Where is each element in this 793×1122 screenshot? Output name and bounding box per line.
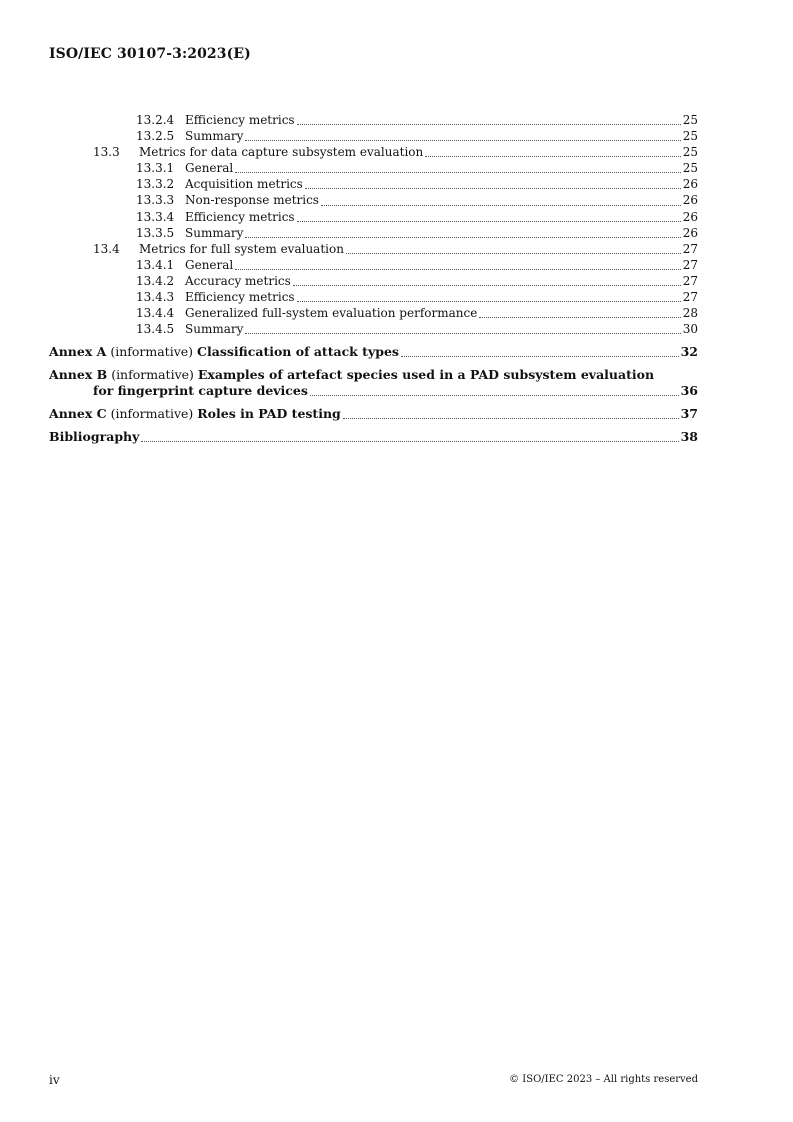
toc-entry-13-4-3[interactable]	[49, 289, 698, 305]
toc-entry-13-2-4[interactable]	[49, 112, 698, 128]
toc-entry-page: 25	[682, 129, 698, 144]
toc-entry-page: 27	[682, 241, 698, 256]
toc-entry-number: 13.4.2	[136, 273, 175, 288]
toc-entry-13-3-2[interactable]	[49, 176, 698, 192]
toc-entry-number: 13.3	[93, 145, 120, 160]
dot-leader	[346, 253, 681, 254]
toc-entry-13-4[interactable]	[49, 241, 698, 257]
toc-entry-page: 26	[682, 209, 698, 224]
annex-title: Classification of attack types	[197, 344, 399, 360]
dot-leader	[245, 140, 680, 141]
toc-annex-a[interactable]	[49, 344, 698, 360]
toc-entry-number: 13.4.3	[136, 290, 175, 305]
dot-leader	[310, 395, 679, 396]
toc-entry-label: Summary	[185, 129, 244, 144]
copyright-notice: © ISO/IEC 2023 – All rights reserved	[509, 1074, 698, 1085]
toc-entry-label: Generalized full-system evaluation performance	[185, 306, 478, 321]
toc-entry-label	[49, 344, 399, 360]
dot-leader	[305, 188, 681, 189]
annex-type: (informative)	[110, 406, 194, 422]
annex-title-line1: Examples of artefact species used in a PAD subsystem evaluation	[197, 367, 655, 383]
toc-entry-13-4-1[interactable]	[49, 257, 698, 273]
toc-entry-page: 32	[680, 344, 698, 360]
toc-entry-label: Acquisition metrics	[185, 177, 303, 192]
toc-entry-13-3-5[interactable]	[49, 225, 698, 241]
toc-entry-label: Bibliography	[49, 429, 140, 445]
toc-annex-c[interactable]	[49, 406, 698, 422]
toc-entry-13-3[interactable]	[49, 144, 698, 160]
toc-entry-number: 13.3.1	[136, 161, 175, 176]
toc-entry-label: Summary	[185, 322, 244, 337]
toc-entry-page: 36	[680, 383, 698, 399]
annex-title-line2: for fingerprint capture devices	[93, 383, 308, 399]
document-id: ISO/IEC 30107-3:2023(E)	[49, 46, 251, 62]
toc-entry-number: 13.3.5	[136, 225, 175, 240]
toc-entry-label: Efficiency metrics	[185, 113, 295, 127]
toc-entry-number: 13.4	[93, 241, 120, 256]
toc-entry-label: General	[185, 257, 234, 272]
toc-entry-label: Metrics for data capture subsystem evaluation	[139, 145, 424, 160]
dot-leader	[235, 269, 680, 270]
toc-bibliography[interactable]	[49, 429, 698, 445]
dot-leader	[297, 221, 681, 222]
toc-entry-13-3-4[interactable]	[49, 209, 698, 225]
dot-leader	[479, 317, 680, 318]
toc-entry-page: 28	[682, 306, 698, 321]
toc-entry-label	[49, 406, 341, 422]
toc-entry-label: Efficiency metrics	[185, 209, 295, 224]
toc-entry-label: Efficiency metrics	[185, 290, 295, 305]
toc-entry-13-4-2[interactable]	[49, 273, 698, 289]
dot-leader	[401, 356, 679, 357]
table-of-contents	[49, 112, 698, 445]
dot-leader	[245, 237, 680, 238]
toc-entry-label: Accuracy metrics	[185, 273, 291, 288]
dot-leader	[245, 333, 680, 334]
dot-leader	[141, 441, 678, 442]
toc-entry-number: 13.4.5	[136, 322, 175, 337]
dot-leader	[297, 124, 681, 125]
toc-entry-page: 27	[682, 273, 698, 288]
toc-entry-13-4-5[interactable]	[49, 321, 698, 337]
toc-entry-13-2-5[interactable]	[49, 128, 698, 144]
toc-entry-number: 13.2.4	[136, 113, 175, 127]
toc-entry-number: 13.3.4	[136, 209, 175, 224]
toc-entry-page: 27	[682, 290, 698, 305]
annex-id: Annex B	[49, 367, 108, 383]
annex-type: (informative)	[110, 344, 194, 360]
toc-entry-label	[49, 367, 698, 383]
toc-entry-number: 13.3.2	[136, 177, 175, 192]
annex-title: Roles in PAD testing	[197, 406, 341, 422]
annex-id: Annex A	[49, 344, 107, 360]
page-number: iv	[49, 1073, 60, 1087]
toc-entry-page: 37	[680, 406, 698, 422]
toc-entry-13-3-1[interactable]	[49, 160, 698, 176]
dot-leader	[343, 418, 679, 419]
dot-leader	[235, 172, 680, 173]
dot-leader	[425, 156, 680, 157]
annex-type: (informative)	[111, 367, 194, 383]
toc-entry-page: 26	[682, 225, 698, 240]
toc-entry-page: 26	[682, 177, 698, 192]
toc-entry-number: 13.4.1	[136, 257, 175, 272]
toc-entry-label: Summary	[185, 225, 244, 240]
dot-leader	[321, 205, 681, 206]
toc-entry-label: Non-response metrics	[185, 193, 319, 208]
toc-entry-page: 25	[682, 145, 698, 160]
toc-entry-13-4-4[interactable]	[49, 305, 698, 321]
toc-entry-page: 38	[680, 429, 698, 445]
toc-entry-number: 13.3.3	[136, 193, 175, 208]
toc-entry-label: General	[185, 161, 234, 176]
toc-entry-13-3-3[interactable]	[49, 192, 698, 208]
toc-entry-page: 26	[682, 193, 698, 208]
toc-entry-page: 27	[682, 257, 698, 272]
toc-entry-number: 13.4.4	[136, 306, 175, 321]
toc-entry-label: Metrics for full system evaluation	[139, 241, 344, 256]
dot-leader	[297, 301, 681, 302]
toc-annex-b[interactable]	[49, 367, 698, 399]
annex-id: Annex C	[49, 406, 107, 422]
toc-entry-page: 30	[682, 322, 698, 337]
toc-entry-number: 13.2.5	[136, 129, 175, 144]
dot-leader	[293, 285, 681, 286]
toc-entry-page: 25	[682, 161, 698, 176]
toc-entry-page: 25	[682, 113, 698, 127]
